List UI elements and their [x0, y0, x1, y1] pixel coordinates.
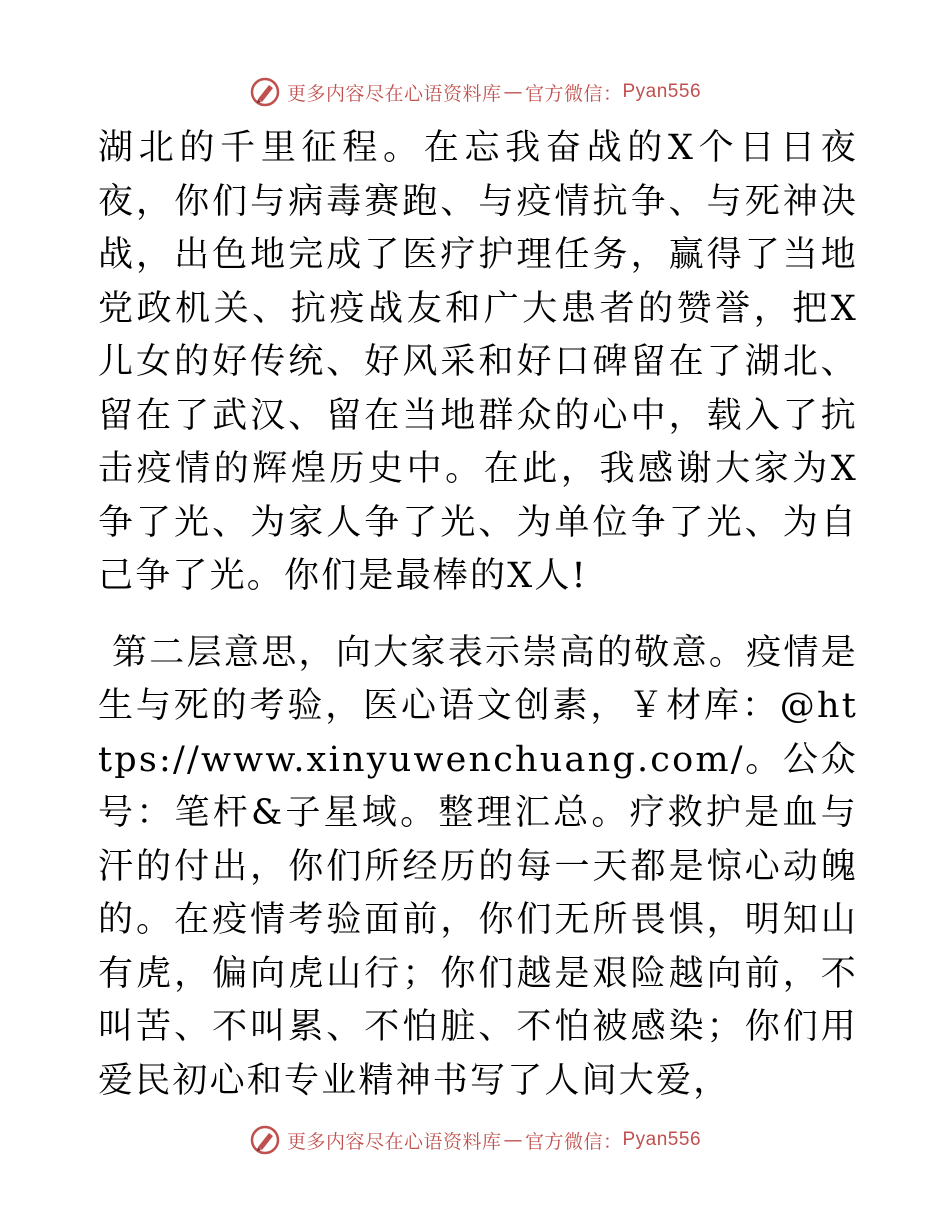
banner-title: 更多内容尽在心语资料库 — [286, 82, 502, 105]
banner-wechat-label: 官方微信： — [524, 82, 623, 105]
header-banner — [0, 72, 950, 112]
banner-separator: — — [503, 1129, 523, 1151]
banner-wechat-id: Pyan556 — [622, 1129, 702, 1150]
paragraph-1: 湖北的千里征程。在忘我奋战的X个日日夜夜，你们与病毒赛跑、与疫情抗争、与死神决战，出色地完成了医疗护理任务，赢得了当地党政机关、抗疫战友和广大患者的赞誉，把X儿女的好传统、好风采和好口碑留在了湖北、留在了武汉、留在当地群众的心中，载入了抗击疫情的辉煌历史中。在此，我感谢大家为X争了光、为家人争了光、为单位争了光、为自己争了光。你们是最棒的X人! — [98, 128, 858, 596]
banner-title: 更多内容尽在心语资料库 — [286, 1130, 502, 1153]
banner-wechat-label: 官方微信： — [524, 1130, 623, 1153]
paragraph-2: 第二层意思，向大家表示崇高的敬意。疫情是生与死的考验，医心语文创素，￥材库：@https://www.xinyuwenchuang.com/。公众号：笔杆&子星域。整理汇总。疗救护是血与汗的付出，你们所经历的每一天都是惊心动魄的。在疫情考验面前，你们无所畏惧，明知山有虎，偏向虎山行；你们越是艰险越向前，不叫苦、不叫累、不怕脏、不怕被感染；你们用爱民初心和专业精神书写了人间大爱， — [98, 632, 858, 1101]
banner-separator: — — [503, 81, 523, 103]
banner-wechat-id: Pyan556 — [622, 81, 702, 102]
pen-logo-icon — [249, 76, 281, 108]
footer-banner — [0, 1120, 950, 1160]
document-body — [98, 122, 858, 1108]
pen-logo-icon — [249, 1124, 281, 1156]
